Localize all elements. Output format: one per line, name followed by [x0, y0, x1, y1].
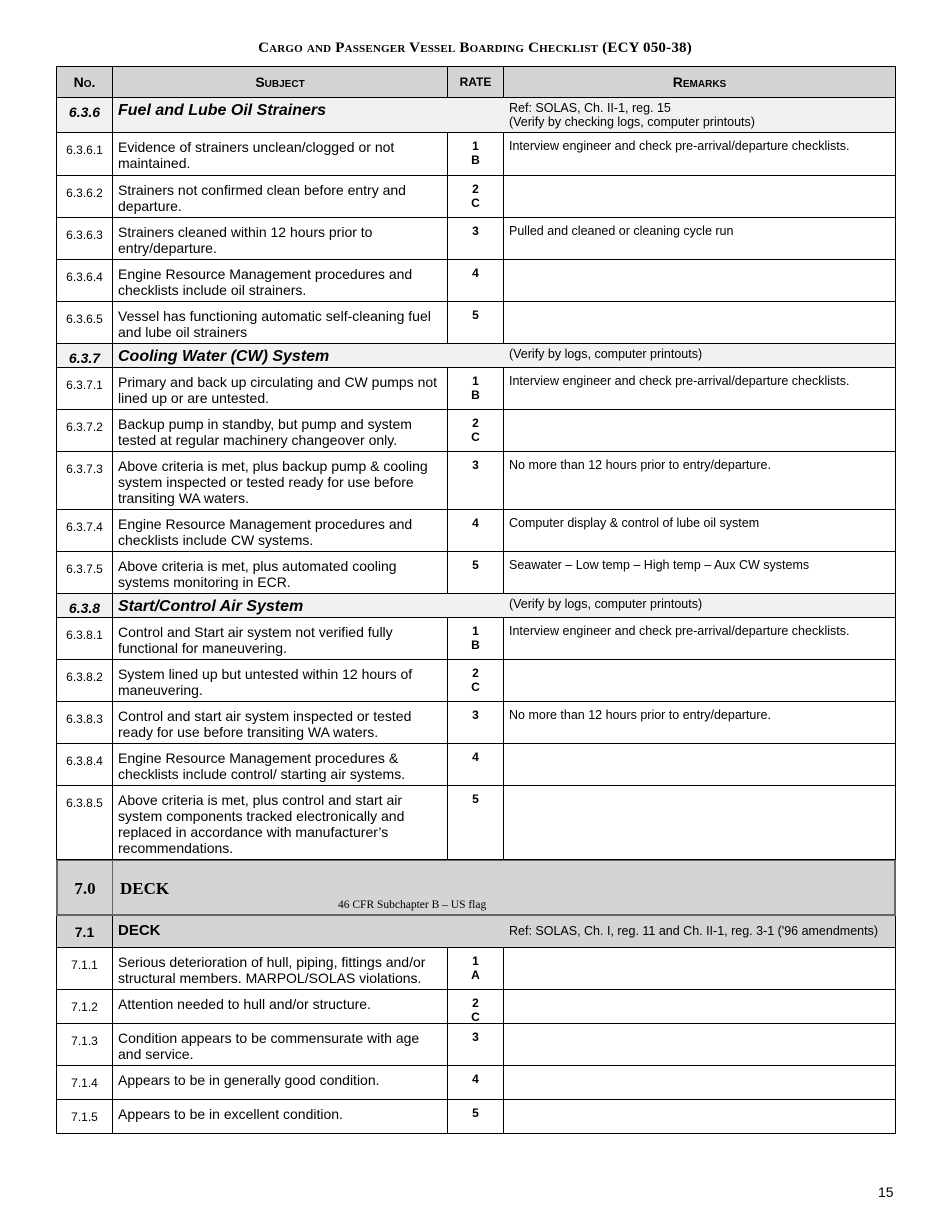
- table-row: [56, 302, 896, 344]
- item-subject: Control and start air system inspected or tested ready for use before transiting WA waters.: [113, 702, 448, 743]
- item-number: 6.3.6.2: [57, 176, 113, 217]
- item-subject: Attention needed to hull and/or structure.: [113, 990, 448, 1023]
- section-row: [56, 98, 896, 133]
- section-title: Cooling Water (CW) System: [118, 348, 330, 365]
- item-remarks: No more than 12 hours prior to entry/departure.: [509, 458, 771, 472]
- section-number: 6.3.7: [57, 344, 113, 367]
- item-remarks: [504, 302, 895, 343]
- item-rate: 1 A: [448, 948, 504, 989]
- chapter-number: 7.0: [74, 879, 96, 898]
- subsection-number: 7.1: [57, 916, 113, 947]
- item-number: 6.3.8.1: [57, 618, 113, 659]
- item-number: 6.3.8.3: [57, 702, 113, 743]
- table-row: [56, 990, 896, 1024]
- item-rate: 1 B: [448, 618, 504, 659]
- item-number: 6.3.7.5: [57, 552, 113, 593]
- document-title: Cargo and Passenger Vessel Boarding Checklist (ECY 050-38): [258, 40, 692, 56]
- item-number: 6.3.6.1: [57, 133, 113, 175]
- item-remarks: Seawater – Low temp – High temp – Aux CW systems: [509, 558, 810, 572]
- item-rate: 1 B: [448, 368, 504, 409]
- page-number: 15: [878, 1184, 894, 1200]
- item-remarks: [504, 990, 895, 1023]
- item-rate: 5: [448, 1100, 504, 1133]
- item-subject: Above criteria is met, plus control and start air system components tracked electronically and replaced in accordance with manufacturer’s recommendations.: [113, 786, 448, 859]
- table-row: [56, 133, 896, 176]
- table-row: [56, 1066, 896, 1100]
- item-rate: 5: [448, 302, 504, 343]
- item-rate: 3: [448, 452, 504, 509]
- table-row: [56, 702, 896, 744]
- table-row: [56, 510, 896, 552]
- table-row: [56, 452, 896, 510]
- item-subject: Control and Start air system not verified fully functional for maneuvering.: [113, 618, 448, 659]
- item-rate: 2 C: [448, 410, 504, 451]
- section-reference: (Verify by logs, computer printouts): [509, 597, 703, 611]
- item-rate: 4: [448, 510, 504, 551]
- item-subject: Above criteria is met, plus backup pump & cooling system inspected or tested ready for use before transiting WA waters.: [113, 452, 448, 509]
- item-remarks: No more than 12 hours prior to entry/departure.: [509, 708, 771, 722]
- section-row: [56, 344, 896, 368]
- item-remarks: Interview engineer and check pre-arrival/departure checklists.: [509, 624, 850, 638]
- header-no: No.: [57, 67, 113, 97]
- item-remarks: [504, 744, 895, 785]
- item-subject: Vessel has functioning automatic self-cleaning fuel and lube oil strainers: [113, 302, 448, 343]
- section-title: Fuel and Lube Oil Strainers: [118, 102, 327, 119]
- item-rate: 1 B: [448, 133, 504, 175]
- item-number: 7.1.3: [57, 1024, 113, 1065]
- item-number: 6.3.7.3: [57, 452, 113, 509]
- header-rate: RATE: [448, 67, 504, 97]
- table-header: [56, 66, 896, 98]
- item-subject: Backup pump in standby, but pump and system tested at regular machinery changeover only.: [113, 410, 448, 451]
- table-row: [56, 948, 896, 990]
- table-body: [56, 98, 896, 1134]
- table-row: [56, 552, 896, 594]
- section-row: [56, 594, 896, 618]
- table-row: [56, 660, 896, 702]
- item-rate: 2 C: [448, 990, 504, 1023]
- item-subject: Engine Resource Management procedures and checklists include CW systems.: [113, 510, 448, 551]
- item-rate: 3: [448, 1024, 504, 1065]
- item-remarks: [504, 948, 895, 989]
- header-subject: Subject: [113, 67, 448, 97]
- chapter-heading: [56, 860, 896, 916]
- item-subject: Engine Resource Management procedures and checklists include oil strainers.: [113, 260, 448, 301]
- item-remarks: [504, 176, 895, 217]
- item-rate: 3: [448, 218, 504, 259]
- section-reference: (Verify by logs, computer printouts): [509, 347, 703, 361]
- item-subject: Primary and back up circulating and CW pumps not lined up or are untested.: [113, 368, 448, 409]
- header-remarks: Remarks: [672, 74, 727, 90]
- item-number: 6.3.6.4: [57, 260, 113, 301]
- item-number: 6.3.7.4: [57, 510, 113, 551]
- section-number: 6.3.6: [57, 98, 113, 132]
- item-number: 7.1.1: [57, 948, 113, 989]
- item-subject: Engine Resource Management procedures & checklists include control/ starting air systems.: [113, 744, 448, 785]
- item-number: 6.3.8.2: [57, 660, 113, 701]
- table-row: [56, 260, 896, 302]
- item-subject: System lined up but untested within 12 hours of maneuvering.: [113, 660, 448, 701]
- section-reference: Ref: SOLAS, Ch. II-1, reg. 15 (Verify by checking logs, computer printouts): [509, 101, 755, 129]
- item-remarks: [504, 786, 895, 859]
- subsection-title: DECK: [118, 922, 161, 939]
- table-row: [56, 218, 896, 260]
- table-row: [56, 618, 896, 660]
- item-remarks: Computer display & control of lube oil system: [509, 516, 760, 530]
- item-remarks: [504, 410, 895, 451]
- item-rate: 4: [448, 260, 504, 301]
- item-rate: 2 C: [448, 176, 504, 217]
- item-rate: 5: [448, 552, 504, 593]
- item-remarks: [504, 1066, 895, 1099]
- item-number: 6.3.7.1: [57, 368, 113, 409]
- item-number: 6.3.7.2: [57, 410, 113, 451]
- item-number: 6.3.6.5: [57, 302, 113, 343]
- item-remarks: [504, 1024, 895, 1065]
- table-row: [56, 744, 896, 786]
- item-number: 6.3.8.5: [57, 786, 113, 859]
- item-rate: 5: [448, 786, 504, 859]
- item-number: 6.3.8.4: [57, 744, 113, 785]
- item-number: 7.1.4: [57, 1066, 113, 1099]
- item-rate: 4: [448, 1066, 504, 1099]
- table-row: [56, 368, 896, 410]
- item-rate: 2 C: [448, 660, 504, 701]
- section-title: Start/Control Air System: [118, 598, 304, 615]
- table-row: [56, 176, 896, 218]
- subsection-reference: Ref: SOLAS, Ch. I, reg. 11 and Ch. II-1, reg. 3-1 ('96 amendments): [509, 924, 878, 938]
- item-remarks: [504, 1100, 895, 1133]
- item-remarks: [504, 260, 895, 301]
- item-remarks: Interview engineer and check pre-arrival/departure checklists.: [509, 374, 850, 388]
- column-divider: [112, 861, 113, 914]
- checklist-table: [56, 66, 896, 1134]
- item-remarks: Pulled and cleaned or cleaning cycle run: [509, 224, 734, 238]
- table-row: [56, 410, 896, 452]
- table-row: [56, 786, 896, 860]
- item-number: 7.1.5: [57, 1100, 113, 1133]
- item-number: 6.3.6.3: [57, 218, 113, 259]
- item-subject: Strainers not confirmed clean before entry and departure.: [113, 176, 448, 217]
- item-remarks: [504, 660, 895, 701]
- item-subject: Appears to be in excellent condition.: [113, 1100, 448, 1133]
- item-subject: Condition appears to be commensurate with age and service.: [113, 1024, 448, 1065]
- item-subject: Evidence of strainers unclean/clogged or not maintained.: [113, 133, 448, 175]
- table-row: [56, 1100, 896, 1134]
- subsection-row: [56, 916, 896, 948]
- item-subject: Above criteria is met, plus automated cooling systems monitoring in ECR.: [113, 552, 448, 593]
- item-rate: 4: [448, 744, 504, 785]
- item-subject: Appears to be in generally good condition.: [113, 1066, 448, 1099]
- table-row: [56, 1024, 896, 1066]
- chapter-subtitle: 46 CFR Subchapter B – US flag: [338, 899, 487, 911]
- chapter-title: DECK: [120, 879, 170, 898]
- item-subject: Serious deterioration of hull, piping, fittings and/or structural members. MARPOL/SOLAS violations.: [113, 948, 448, 989]
- item-rate: 3: [448, 702, 504, 743]
- section-number: 6.3.8: [57, 594, 113, 617]
- item-subject: Strainers cleaned within 12 hours prior to entry/departure.: [113, 218, 448, 259]
- item-number: 7.1.2: [57, 990, 113, 1023]
- item-remarks: Interview engineer and check pre-arrival/departure checklists.: [509, 139, 850, 153]
